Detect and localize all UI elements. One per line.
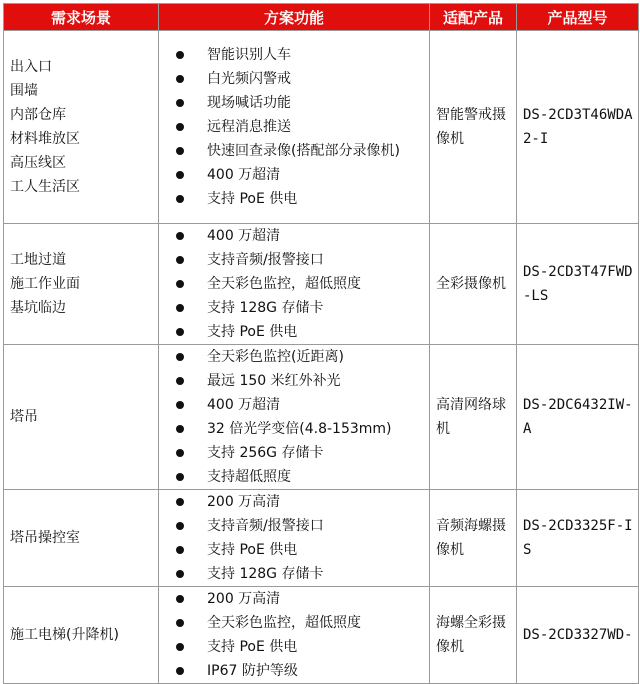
bullet-icon xyxy=(176,123,184,131)
feature-item xyxy=(165,187,429,211)
feature-item xyxy=(165,67,429,91)
bullet-icon xyxy=(176,546,184,554)
feature-text: 全天彩色监控，超低照度 xyxy=(207,276,361,292)
feature-text: IP67 防护等级 xyxy=(207,663,298,679)
bullet-icon xyxy=(176,425,184,433)
feature-text: 支持 PoE 供电 xyxy=(207,191,298,207)
scene-item: 施工电梯(升降机) xyxy=(10,627,119,643)
features-cell xyxy=(159,587,430,684)
feature-text: 支持 128G 存储卡 xyxy=(207,300,324,316)
feature-item xyxy=(165,163,429,187)
model-cell: DS-2DC6432IW-A xyxy=(517,345,639,490)
bullet-icon xyxy=(176,595,184,603)
feature-text: 支持 PoE 供电 xyxy=(207,324,298,340)
feature-item xyxy=(165,659,429,683)
scene-item: 工地过道 xyxy=(10,252,66,268)
feature-item xyxy=(165,611,429,635)
feature-text: 全天彩色监控，超低照度 xyxy=(207,615,361,631)
table-body xyxy=(4,31,639,684)
feature-text: 支持超低照度 xyxy=(207,469,291,485)
features-cell xyxy=(159,490,430,587)
feature-item xyxy=(165,417,429,441)
header-row xyxy=(4,4,639,31)
feature-text: 全天彩色监控(近距离) xyxy=(207,349,344,365)
feature-list xyxy=(165,587,429,683)
bullet-icon xyxy=(176,232,184,240)
table-row xyxy=(4,224,639,345)
bullet-icon xyxy=(176,667,184,675)
feature-text: 支持 PoE 供电 xyxy=(207,639,298,655)
bullet-icon xyxy=(176,99,184,107)
feature-item xyxy=(165,320,429,344)
feature-text: 现场喊话功能 xyxy=(207,95,291,111)
scene-item: 围墙 xyxy=(10,83,38,99)
feature-item xyxy=(165,369,429,393)
feature-list xyxy=(165,43,429,211)
bullet-icon xyxy=(176,570,184,578)
model-cell: DS-2CD3T46WDA2-I xyxy=(517,31,639,224)
feature-list xyxy=(165,345,429,489)
header-features: 方案功能 xyxy=(159,4,430,31)
feature-item xyxy=(165,115,429,139)
product-cell: 音频海螺摄像机 xyxy=(430,490,517,587)
feature-item xyxy=(165,562,429,586)
header-scene: 需求场景 xyxy=(4,4,159,31)
feature-text: 远程消息推送 xyxy=(207,119,291,135)
bullet-icon xyxy=(176,522,184,530)
bullet-icon xyxy=(176,401,184,409)
feature-item xyxy=(165,43,429,67)
product-spec-table xyxy=(3,3,639,684)
feature-item xyxy=(165,538,429,562)
product-cell: 高清网络球机 xyxy=(430,345,517,490)
bullet-icon xyxy=(176,51,184,59)
bullet-icon xyxy=(176,304,184,312)
feature-text: 最远 150 米红外补光 xyxy=(207,373,341,389)
bullet-icon xyxy=(176,328,184,336)
header-product: 适配产品 xyxy=(430,4,517,31)
feature-item xyxy=(165,272,429,296)
model-cell: DS-2CD3327WD- xyxy=(517,587,639,684)
scene-cell xyxy=(4,345,159,490)
scene-item: 高压线区 xyxy=(10,155,66,171)
feature-text: 白光频闪警戒 xyxy=(207,71,291,87)
bullet-icon xyxy=(176,171,184,179)
table-row xyxy=(4,31,639,224)
model-cell: DS-2CD3T47FWD-LS xyxy=(517,224,639,345)
table-row xyxy=(4,587,639,684)
bullet-icon xyxy=(176,377,184,385)
feature-text: 支持音频/报警接口 xyxy=(207,252,324,268)
feature-text: 快速回查录像(搭配部分录像机) xyxy=(207,143,400,159)
scene-cell xyxy=(4,224,159,345)
bullet-icon xyxy=(176,619,184,627)
scene-item: 材料堆放区 xyxy=(10,131,80,147)
bullet-icon xyxy=(176,643,184,651)
feature-text: 智能识别人车 xyxy=(207,47,291,63)
features-cell xyxy=(159,224,430,345)
scene-item: 塔吊操控室 xyxy=(10,530,80,546)
scene-cell xyxy=(4,490,159,587)
scene-item: 出入口 xyxy=(10,59,52,75)
bullet-icon xyxy=(176,147,184,155)
bullet-icon xyxy=(176,75,184,83)
scene-item: 施工作业面 xyxy=(10,276,80,292)
scene-item: 工人生活区 xyxy=(10,179,80,195)
feature-item xyxy=(165,139,429,163)
feature-item xyxy=(165,490,429,514)
feature-item xyxy=(165,296,429,320)
feature-text: 400 万超清 xyxy=(207,228,281,244)
bullet-icon xyxy=(176,280,184,288)
feature-text: 200 万高清 xyxy=(207,494,281,510)
bullet-icon xyxy=(176,473,184,481)
feature-item xyxy=(165,514,429,538)
scene-item: 基坑临边 xyxy=(10,300,66,316)
feature-list xyxy=(165,224,429,344)
scene-item: 塔吊 xyxy=(10,409,38,425)
feature-item xyxy=(165,345,429,369)
features-cell xyxy=(159,31,430,224)
feature-item xyxy=(165,635,429,659)
header-model: 产品型号 xyxy=(517,4,639,31)
feature-text: 400 万超清 xyxy=(207,167,281,183)
bullet-icon xyxy=(176,498,184,506)
bullet-icon xyxy=(176,195,184,203)
feature-text: 400 万超清 xyxy=(207,397,281,413)
table-row xyxy=(4,345,639,490)
scene-cell xyxy=(4,587,159,684)
product-cell: 全彩摄像机 xyxy=(430,224,517,345)
bullet-icon xyxy=(176,353,184,361)
product-cell: 智能警戒摄像机 xyxy=(430,31,517,224)
feature-item xyxy=(165,465,429,489)
feature-item xyxy=(165,587,429,611)
feature-item xyxy=(165,393,429,417)
feature-item xyxy=(165,441,429,465)
feature-text: 支持 256G 存储卡 xyxy=(207,445,324,461)
bullet-icon xyxy=(176,256,184,264)
feature-item xyxy=(165,224,429,248)
feature-item xyxy=(165,248,429,272)
feature-text: 200 万高清 xyxy=(207,591,281,607)
scene-item: 内部仓库 xyxy=(10,107,66,123)
features-cell xyxy=(159,345,430,490)
feature-text: 支持 128G 存储卡 xyxy=(207,566,324,582)
feature-text: 32 倍光学变倍(4.8-153mm) xyxy=(207,421,392,437)
product-cell: 海螺全彩摄像机 xyxy=(430,587,517,684)
feature-item xyxy=(165,91,429,115)
table-row xyxy=(4,490,639,587)
bullet-icon xyxy=(176,449,184,457)
feature-text: 支持 PoE 供电 xyxy=(207,542,298,558)
model-cell: DS-2CD3325F-IS xyxy=(517,490,639,587)
feature-list xyxy=(165,490,429,586)
scene-cell xyxy=(4,31,159,224)
feature-text: 支持音频/报警接口 xyxy=(207,518,324,534)
